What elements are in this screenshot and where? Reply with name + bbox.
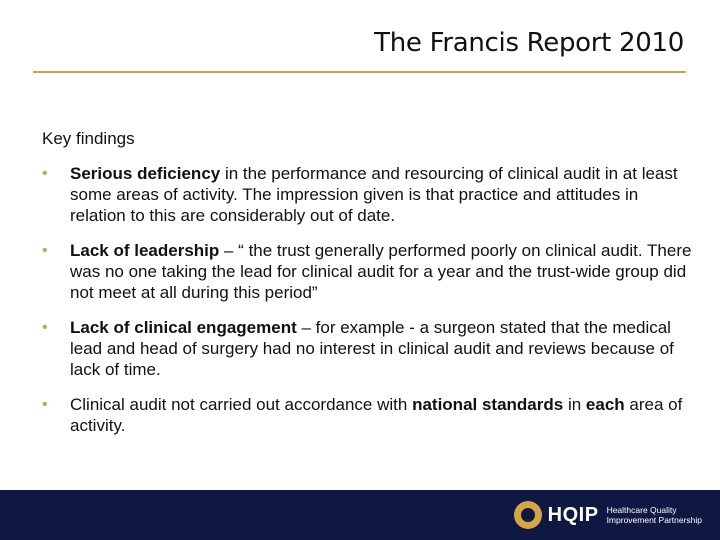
list-item (42, 394, 692, 436)
logo-tagline-line: Healthcare Quality (606, 505, 677, 515)
bullet-bold-term: each (585, 395, 625, 414)
list-item (42, 317, 692, 380)
bullet-marker-icon: • (42, 242, 48, 259)
hqip-logo (514, 499, 702, 531)
list-item (42, 240, 692, 303)
bullet-marker-icon: • (42, 396, 48, 413)
logo-tagline (607, 505, 702, 525)
bullet-text: area of activity. (70, 395, 683, 435)
section-heading: Key findings (42, 129, 135, 148)
title-divider (33, 71, 686, 73)
findings-list (42, 163, 692, 450)
bullet-text: in (563, 395, 586, 414)
bullet-bold-term: national standards (412, 395, 564, 414)
bullet-marker-icon: • (42, 319, 48, 336)
bullet-text: in the performance and resourcing of clinical audit in at least some areas of activity. The impression given is that practice and attitudes in relation to this are considerably out of date. (70, 164, 678, 225)
bullet-text: – “ the trust generally performed poorly on clinical audit. There was no one taking the lead for clinical audit for a year and the trust-wide group did not meet at all during this period” (70, 241, 692, 302)
list-item (42, 163, 692, 226)
page-title: The Francis Report 2010 (374, 28, 684, 58)
bullet-text: – for example - a surgeon stated that the medical lead and head of surgery had no interest in clinical audit and reviews because of lack of time. (70, 318, 674, 379)
bullet-marker-icon: • (42, 165, 48, 182)
logo-tagline-line: Improvement Partnership (606, 515, 702, 525)
hqip-emblem-icon (514, 501, 542, 529)
bullet-text: Clinical audit not carried out accordance with (70, 395, 413, 414)
logo-text: HQIP (547, 503, 599, 526)
bullet-bold-lead: Lack of clinical engagement (70, 318, 297, 337)
bullet-bold-lead: Lack of leadership (70, 241, 220, 260)
footer-bar (0, 490, 720, 540)
bullet-bold-lead: Serious deficiency (70, 164, 221, 183)
